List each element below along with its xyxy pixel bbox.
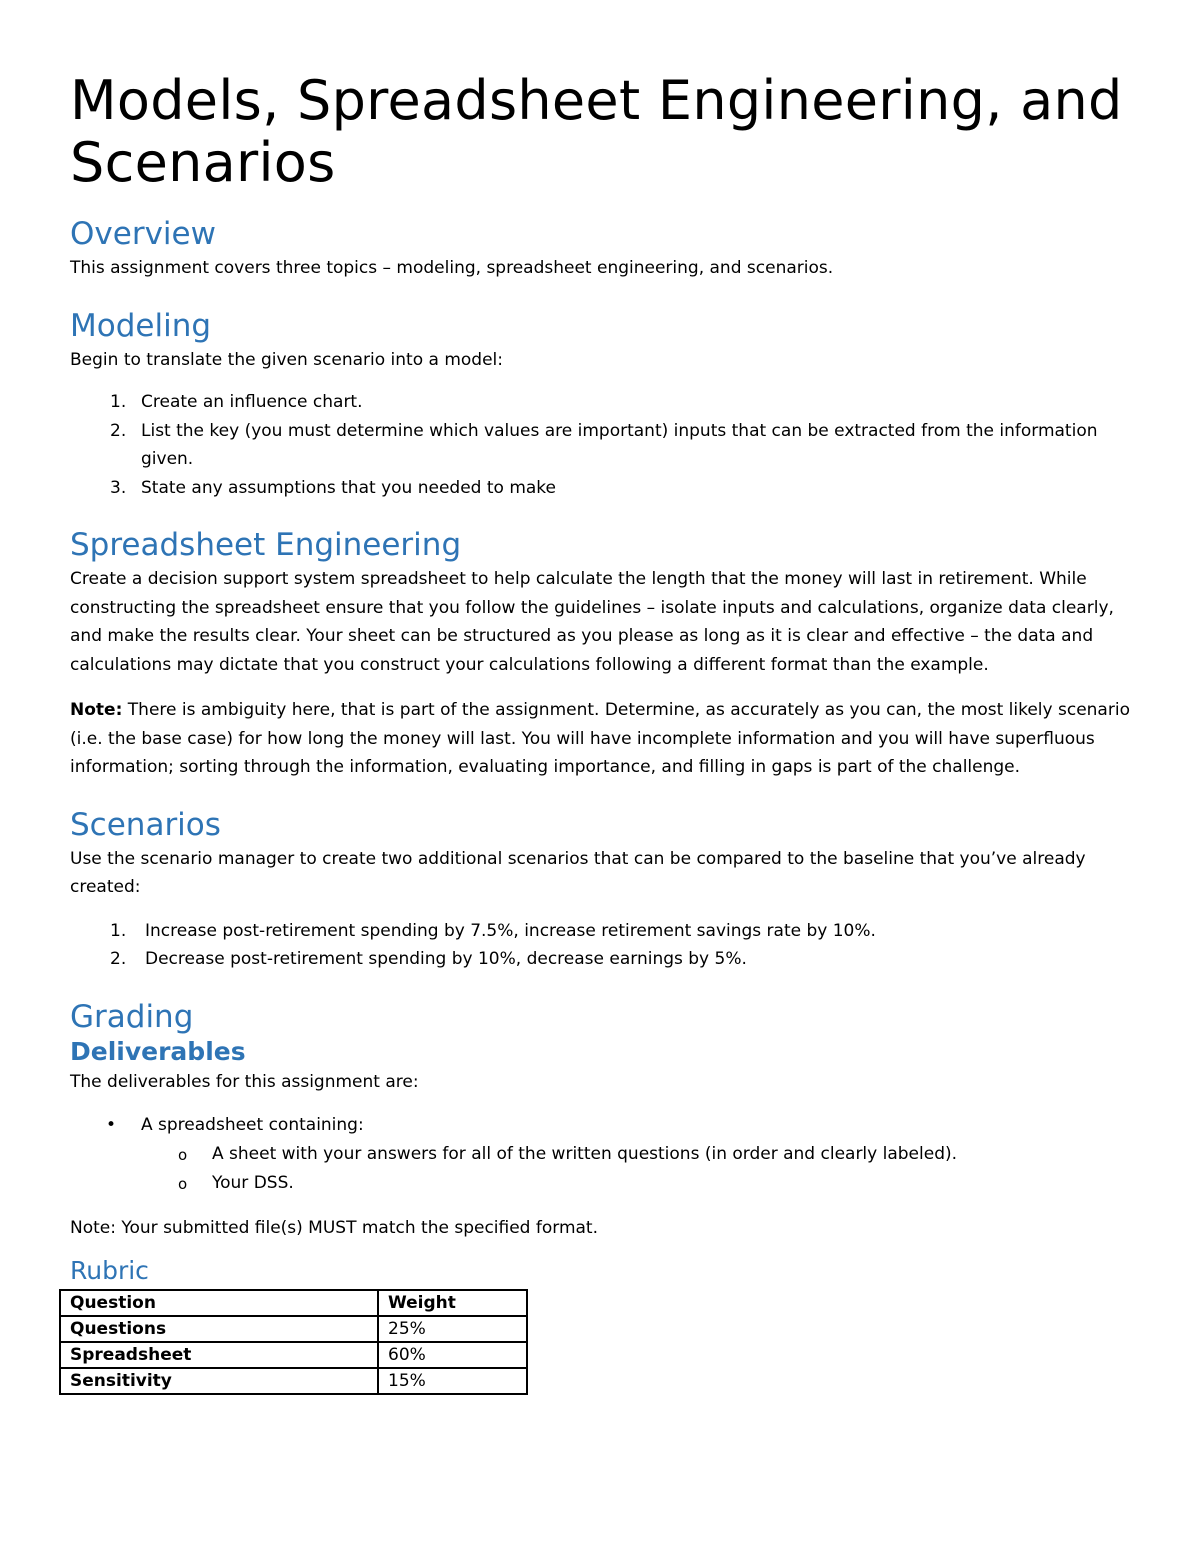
table-cell-weight: 60%	[378, 1342, 527, 1368]
list-number: 1.	[110, 392, 127, 412]
document-content	[70, 70, 1130, 1395]
note-label: Note:	[70, 700, 123, 720]
modeling-heading: Modeling	[70, 307, 212, 344]
sub-list-item-text: Your DSS.	[212, 1173, 294, 1193]
list-item-text: Create an influence chart.	[141, 392, 363, 412]
list-number: 3.	[110, 477, 127, 498]
list-item-text: Decrease post-retirement spending by 10%, decrease earnings by 5%.	[145, 949, 747, 969]
sub-list-item	[70, 1140, 1130, 1170]
table-cell-weight: 25%	[378, 1316, 527, 1342]
table-cell-question: Spreadsheet	[60, 1342, 378, 1368]
list-item	[70, 917, 1130, 946]
rubric-heading: Rubric	[70, 1256, 149, 1285]
table-row	[60, 1342, 527, 1368]
table-cell-weight: 15%	[378, 1368, 527, 1394]
sub-list-item	[70, 1169, 1130, 1199]
table-header-cell: Question	[60, 1290, 378, 1316]
list-item	[70, 945, 1130, 974]
deliverables-heading: Deliverables	[70, 1036, 246, 1066]
list-item	[70, 417, 1130, 474]
scenarios-list	[70, 917, 1130, 974]
circle-bullet-icon: o	[178, 1175, 188, 1193]
list-number: 2.	[110, 420, 127, 441]
table-header-row	[60, 1290, 527, 1316]
list-item	[70, 474, 1130, 503]
note-text: There is ambiguity here, that is part of the assignment. Determine, as accurately as you can, the most likely scenario (i.e. the base case) for how long the money will last. You will have incomplete information and you will have superfluous information; sorting through the information, evaluating importance, and filling in gaps is part of the challenge.	[70, 700, 1130, 777]
overview-heading: Overview	[70, 216, 216, 252]
list-item-text: List the key (you must determine which values are important) inputs that can be extracted from the information given.	[141, 420, 1098, 469]
engineering-note	[70, 696, 1130, 782]
deliverables-list	[70, 1111, 1130, 1199]
list-number: 1.	[110, 920, 127, 941]
modeling-list	[70, 388, 1130, 502]
list-item-text: Increase post-retirement spending by 7.5%, increase retirement savings rate by 10%.	[145, 920, 876, 941]
submission-note: Note: Your submitted file(s) MUST match the specified format.	[70, 1217, 598, 1238]
bullet-icon: •	[106, 1115, 117, 1135]
deliverables-intro: The deliverables for this assignment are:	[70, 1071, 419, 1092]
list-item	[70, 388, 1130, 417]
engineering-paragraph: Create a decision support system spreadsheet to help calculate the length that the money will last in retirement. While constructing the spreadsheet ensure that you follow the guidelines – isolate inputs and calculations, organize data clearly, and make the results clear. Your sheet can be structured as you please as long as it is clear and effective – the data and calculations may dictate that you construct your calculations following a different format than the example.	[70, 569, 1114, 675]
scenarios-intro: Use the scenario manager to create two additional scenarios that can be compared to the baseline that you’ve already created:	[70, 848, 1086, 897]
table-row	[60, 1368, 527, 1394]
list-number: 2.	[110, 949, 127, 969]
circle-bullet-icon: o	[178, 1145, 188, 1164]
engineering-heading: Spreadsheet Engineering	[70, 527, 462, 563]
grading-heading: Grading	[70, 998, 194, 1035]
list-item-text: A spreadsheet containing:	[141, 1115, 364, 1135]
modeling-intro: Begin to translate the given scenario into a model:	[70, 349, 503, 370]
sub-list-item-text: A sheet with your answers for all of the written questions (in order and clearly labeled).	[212, 1143, 958, 1164]
document-title: Models, Spreadsheet Engineering, and Scenarios	[70, 69, 1123, 194]
table-header-cell: Weight	[378, 1290, 527, 1316]
overview-text: This assignment covers three topics – modeling, spreadsheet engineering, and scenarios.	[70, 258, 834, 278]
rubric-table	[59, 1289, 528, 1395]
table-row	[60, 1316, 527, 1342]
scenarios-heading: Scenarios	[70, 806, 221, 843]
table-cell-question: Sensitivity	[60, 1368, 378, 1394]
table-cell-question: Questions	[60, 1316, 378, 1342]
list-item-text: State any assumptions that you needed to make	[141, 477, 556, 498]
list-item	[70, 1111, 1130, 1140]
